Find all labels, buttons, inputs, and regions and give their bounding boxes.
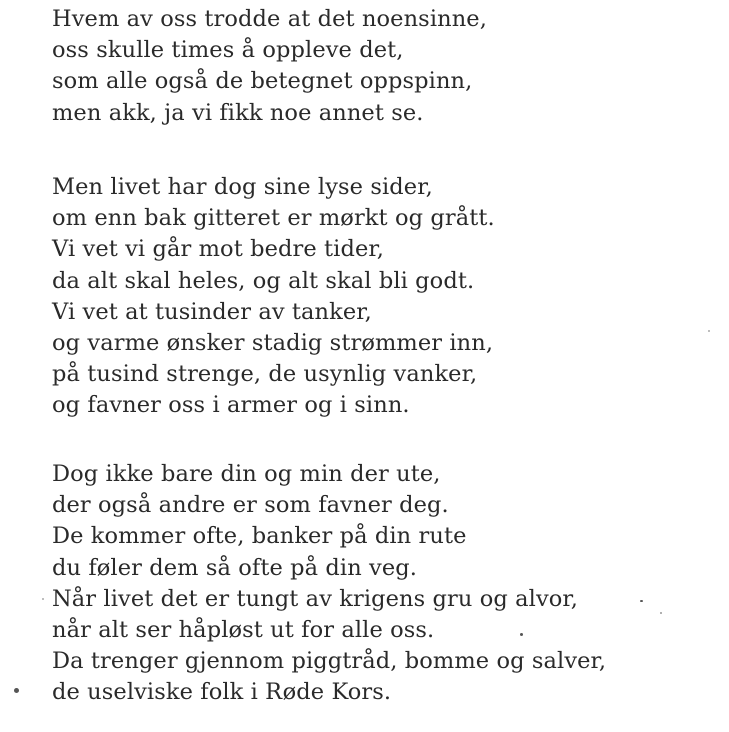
scan-speck	[708, 330, 710, 332]
poem-line: da alt skal heles, og alt skal bli godt.	[52, 267, 475, 294]
stanza-2	[52, 172, 495, 422]
poem-line: De kommer ofte, banker på din rute	[52, 523, 467, 550]
poem-line: du føler dem så ofte på din veg.	[52, 554, 418, 581]
poem-line: når alt ser håpløst ut for alle oss.	[52, 616, 435, 643]
poem-line: på tusind strenge, de usynlig vanker,	[52, 361, 478, 388]
poem-line: om enn bak gitteret er mørkt og grått.	[52, 205, 495, 232]
stanza-3	[52, 459, 606, 709]
poem-line: Vi vet at tusinder av tanker,	[52, 298, 372, 325]
stanza-1	[52, 4, 487, 129]
poem-line: men akk, ja vi fikk noe annet se.	[52, 99, 424, 126]
poem-line: som alle også de betegnet oppspinn,	[52, 68, 473, 95]
poem-line: Dog ikke bare din og min der ute,	[52, 461, 441, 487]
poem-line: oss skulle times å oppleve det,	[52, 37, 404, 64]
poem-line: og varme ønsker stadig strømmer inn,	[52, 329, 494, 356]
scan-speck	[14, 688, 19, 693]
scan-speck	[640, 600, 643, 602]
scan-speck	[42, 598, 44, 600]
poem-line: Hvem av oss trodde at det noensinne,	[52, 6, 487, 32]
poem-line: Men livet har dog sine lyse sider,	[52, 174, 433, 200]
poem-line: Når livet det er tungt av krigens gru og alvor,	[52, 585, 579, 612]
poem-line: og favner oss i armer og i sinn.	[52, 392, 410, 419]
poem-line: der også andre er som favner deg.	[52, 492, 449, 519]
scan-speck	[520, 633, 523, 636]
scan-speck	[660, 612, 662, 614]
poem-line: Da trenger gjennom piggtråd, bomme og salver,	[52, 648, 607, 675]
poem-line: de uselviske folk i Røde Kors.	[52, 679, 392, 706]
poem-line: Vi vet vi går mot bedre tider,	[52, 236, 385, 263]
